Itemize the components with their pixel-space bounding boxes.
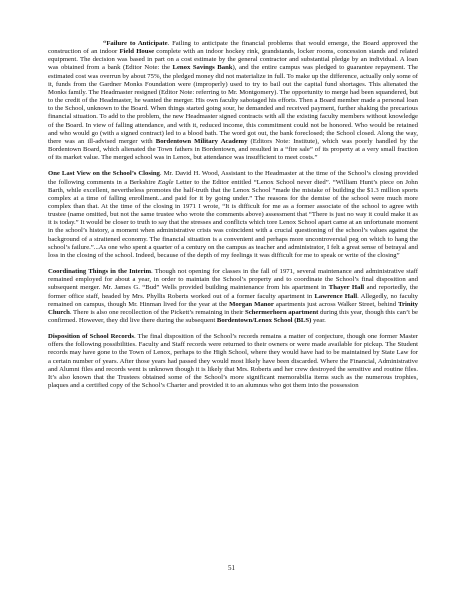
paragraph-heading: “Failure to Anticipate bbox=[103, 40, 168, 47]
paragraph-disposition-of-records: Disposition of School Records. The final disposition of the School’s records remains a matter of conjecture, though one former Master offers the following possibilities. Faculty and Staff records were returned to their owners or were made available for pickup. The Student records may have gone to the Town of Lenox, perhaps to the High School, where they would have had to be maintained by State Law for a certain number of years. After those years had passed they would most likely have been discarded. Where the Financial, Administrative and Alumni files and records went is unknown though it is likely that Mrs. Roberts and her crew destroyed the sensitive and routine files. It’s also known that the Trustees obtained some of the School’s more significant memorabilia items such as the numerous trophies, plaques and a certified copy of the School’s Charter and provided it to an alumnus who got them into the possession bbox=[48, 333, 418, 390]
paragraph-heading: Coordinating Things in the Interim bbox=[48, 268, 152, 276]
paragraph-one-last-view: One Last View on the School’s Closing. Mr. David H. Wood, Assistant to the Headmaster at the time of the School’s closing provided the following comments in a Berkshire Eagle Letter to the Editor entitled “Lenox School never died”. “William Hunt’s piece on John Barth, while excellent, nevertheless promotes the half-truth that the Lenox School “made the mistake of building the $1.3 million sports complex at a time of falling enrollment...and paid for it by going under.” The reasons for the demise of the school were much more complex than that. At the time of the closing in 1971 I wrote, “It is difficult for me as a former associate of the school to agree with trustee (name omitted, but not the same trustee who wrote the comments above) assessment that “There is just no way it could make it as it is today.” It would be closer to truth to say that the stresses and conflicts which tore Lenox School apart came at an unfortunate moment in the school’s history, a moment when administrative crisis was coincident with a crucial questioning of the school’s values against the background of a straitened economy. The financial situation is a convenient and perhaps more uncontroversial peg on which to hang the school’s failure.”...As one who spent a quarter of a century on the campus as teacher and administrator, I felt a great sense of betrayal and loss in the closing of the school. Indeed, because of the depth of my feelings it was difficult for me to speak or write of the closing” bbox=[48, 170, 418, 259]
paragraph-failure-to-anticipate: “Failure to Anticipate. Failing to anticipate the financial problems that would emerge, the Board approved the construction of an indoor Field House complete with an indoor hockey rink, grandstands, locker rooms, concession stands and related equipment. The decision was based in part on a cost estimate by the general contractor and substantial pledge by an individual. A loan was obtained from a bank (Editor Note: the Lenox Savings Bank), and the entire campus was pledged to guarantee repayment. The estimated cost was overrun by about 75%, the pledged money did not materialize in full. To make up the difference, actually only some of it, funds from the Gardner Monks Foundation were (improperly) used to try to bail out the capital fund shortages. This alienated the Monks family. The Headmaster resigned (Editor Note: referring to Mr. Montgomery). The opportunity to merge had been squandered, but to the credit of the Headmaster, he wanted the merger. His own faculty sabotaged his efforts. Then a Board member made a personal loan to the School, unknown to the Board. When things started going sour, he demanded and received payment, further shaking the precarious financial situation. To add to the problem, the new Headmaster signed contracts with all the existing faculty members without knowledge of the Board. In view of falling attendance, and with it, reduced income, this commitment could not be honored. Who would be retained and who would go (with a signed contract) led to a blood bath. The word got out, the bank foreclosed; the School closed. Along the way, there was an ill-advised merger with Bordentown Military Academy (Editors Note: Institute), which was poorly handled by the Bordentown Board, which alienated the Town fathers in Bordentown, and resulted in a “fire sale” of its property at a very small fraction of its market value. The merged school was in Lenox, but attendance was insufficient to meet costs.” bbox=[48, 40, 418, 162]
paragraph-coordinating-things: Coordinating Things in the Interim. Though not opening for classes in the fall of 1971, several maintenance and administrative staff remained employed for about a year, in order to maintain the School’s property and to coordinate the School’s final disposition and subsequent merger. Mr. James G. “Bud” Wells provided building maintenance from his apartment in Thayer Hall and reportedly, the former office staff, headed by Mrs. Phyllis Roberts worked out of a former faculty apartment in Lawrence Hall. Allegedly, no faculty remained on campus, though Mr. Hinman lived for the year at the Morgan Manor apartments just across Walker Street, behind Trinity Church. There is also one recollection of the Pickett’s remaining in their Schermerhorn apartment during this year, though this can’t be confirmed. However, they did live there during the subsequent Bordentown/Lenox School (BLS) year. bbox=[48, 268, 419, 324]
paragraph-heading: Disposition of School Records bbox=[48, 333, 135, 341]
document-page bbox=[48, 40, 418, 588]
paragraph-heading: One Last View on the School’s Closing bbox=[48, 170, 160, 178]
page-number: 51 bbox=[228, 564, 235, 572]
